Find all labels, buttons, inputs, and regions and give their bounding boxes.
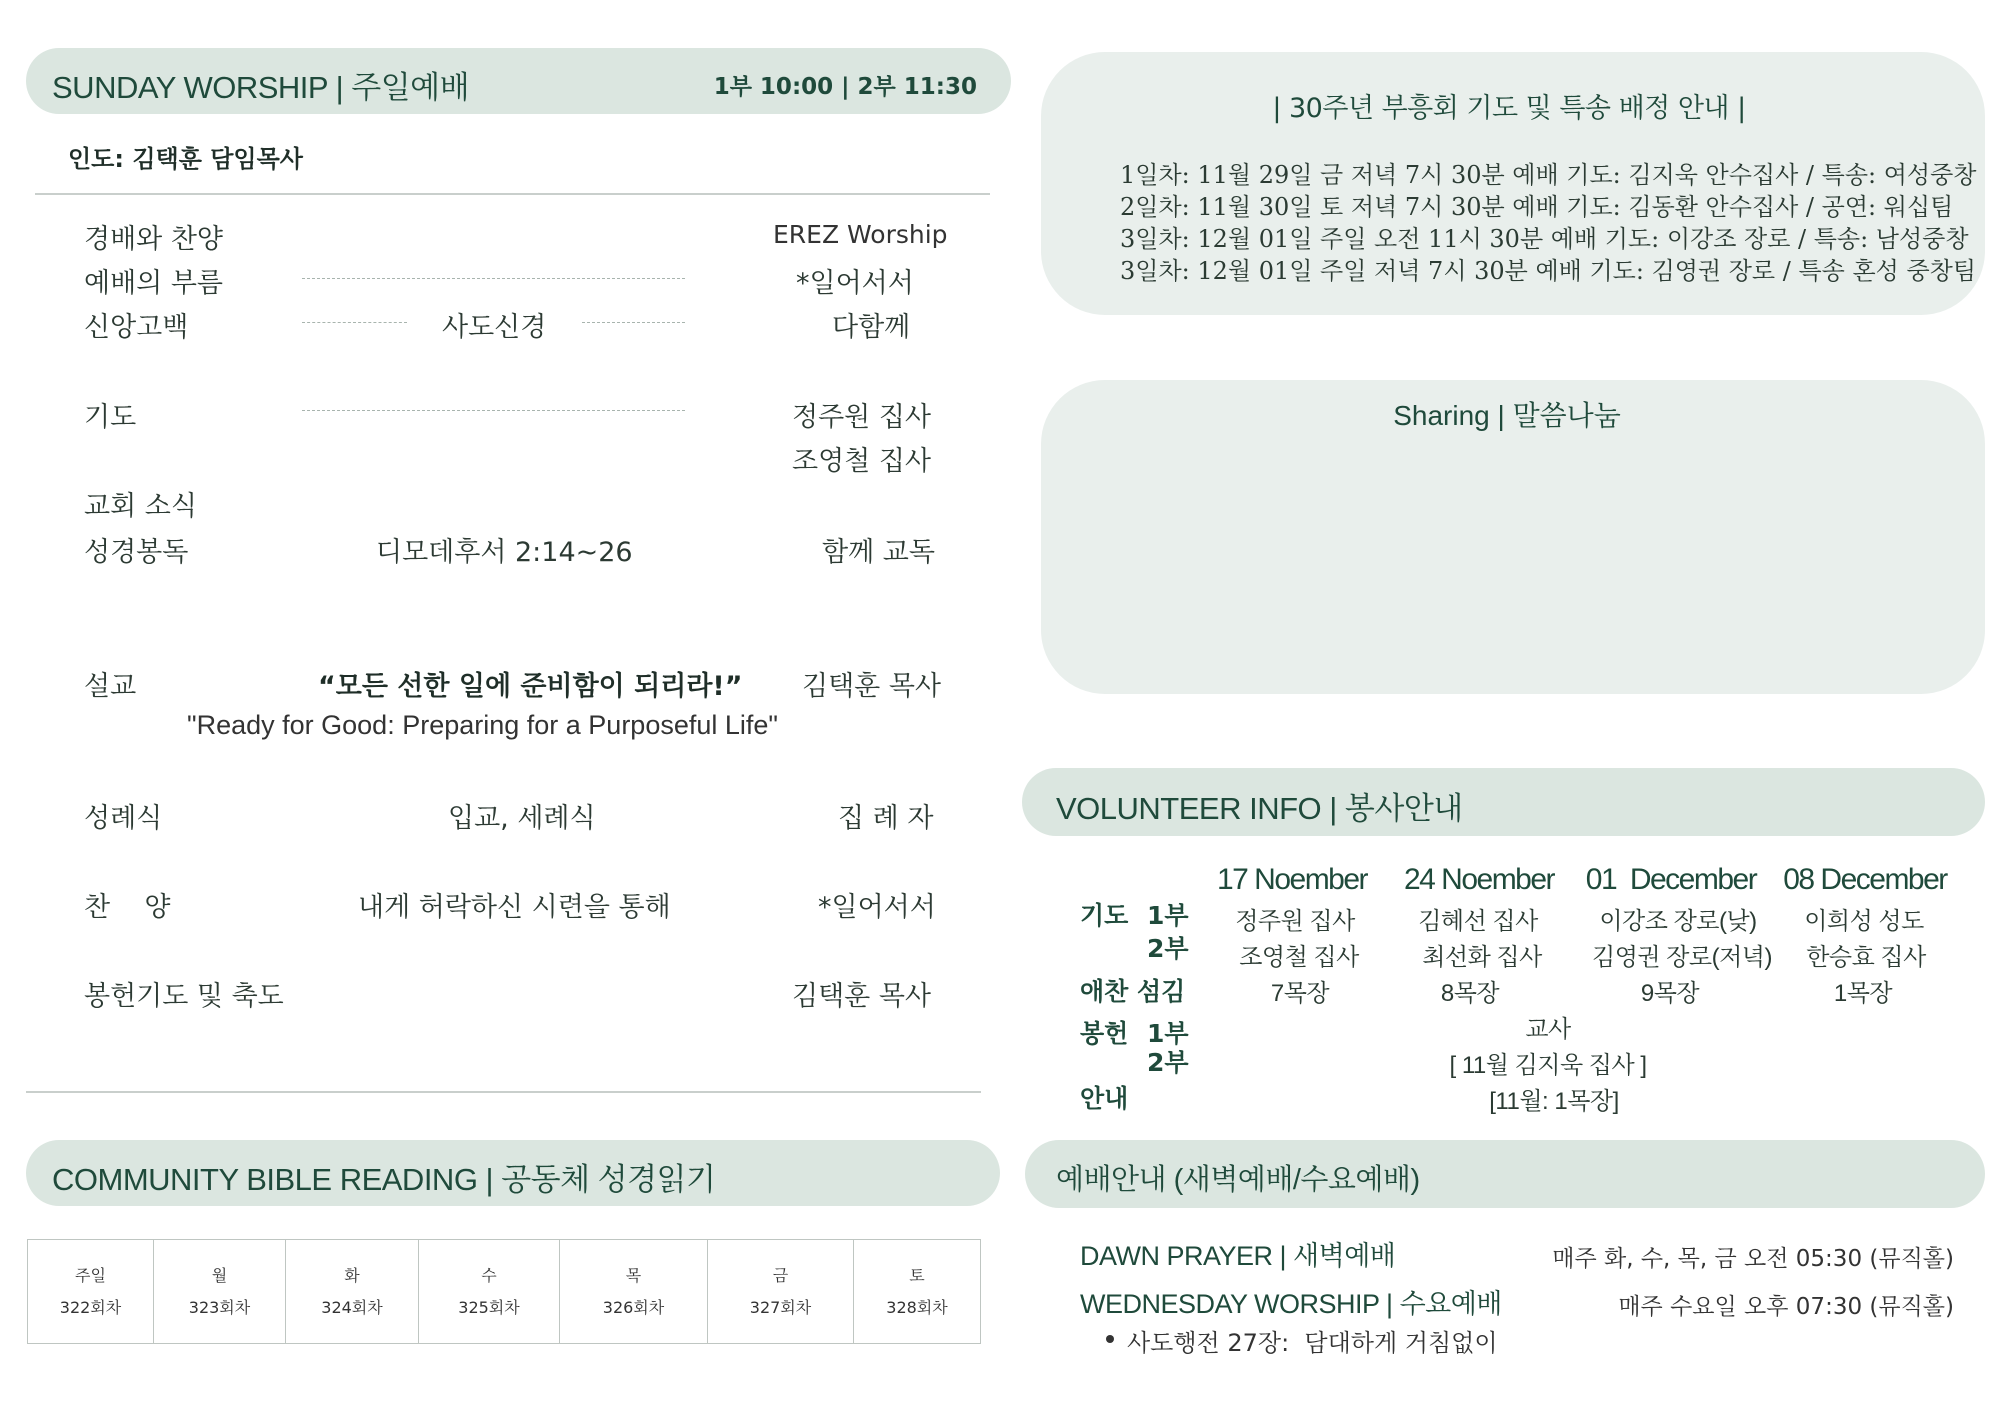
prayer-first-name: 정주원 집사 [1235, 908, 1355, 935]
reading-day-cell [708, 1240, 854, 1344]
dawn-prayer-time: 매주 화, 수, 목, 금 오전 05:30 (뮤직홀) [1552, 1246, 1954, 1272]
sunday-worship-title: SUNDAY WORSHIP | 주일예배 [52, 70, 470, 105]
bible-reading-header [26, 1140, 1000, 1206]
prayer-dashes [302, 410, 685, 411]
reading-count: 326회차 [602, 1297, 665, 1317]
choir-group: 1목장 [1833, 980, 1893, 1007]
reading-count: 322회차 [59, 1297, 122, 1317]
reading-center: 디모데후서 2:14~26 [376, 537, 633, 568]
offering-row-label: 봉헌 [1080, 1019, 1129, 1048]
offering-second-label: 2부 [1147, 1048, 1189, 1077]
reading-day-cell [560, 1240, 708, 1344]
reading-day: 수 [481, 1265, 497, 1285]
guide-row-label: 안내 [1080, 1084, 1129, 1113]
reading-label: 성경봉독 [84, 537, 189, 568]
sermon-english: "Ready for Good: Preparing for a Purposeful Life" [187, 710, 778, 740]
prayer-right-1: 정주원 집사 [792, 402, 931, 433]
guide-assignment: [11월: 1목장] [1489, 1088, 1619, 1115]
prayer-first-name: 김혜선 집사 [1418, 908, 1538, 935]
divider-top [35, 193, 990, 195]
announcement-line: 3일차: 12월 01일 주일 저녁 7시 30분 예배 기도: 김영권 장로 / 특송 혼성 중창팀 [1120, 257, 1977, 285]
reading-day-cell [286, 1240, 419, 1344]
announcement-line: 2일차: 11월 30일 토 저녁 7시 30분 예배 기도: 김동환 안수집사 / 공연: 워십팀 [1120, 193, 1954, 221]
prayer-first-name: 이강조 장로(낮) [1599, 908, 1757, 935]
revival-announcement-card [1041, 52, 1985, 315]
choir-group: 8목장 [1440, 980, 1500, 1007]
creed-dashes-right [582, 322, 685, 323]
offering-right: 김택훈 목사 [792, 981, 931, 1012]
hymn-label: 찬 양 [84, 892, 171, 923]
bible-reading-title: COMMUNITY BIBLE READING | 공동체 성경읽기 [52, 1162, 716, 1197]
prayer-second-name: 김영권 장로(저녁) [1592, 944, 1772, 971]
second-service-label: 2부 [1147, 934, 1189, 963]
sunday-worship-header [26, 48, 1011, 114]
reading-right: 함께 교독 [822, 537, 935, 568]
announcement-title: | 30주년 부흥회 기도 및 특송 배정 안내 | [1272, 93, 1746, 124]
call-dashes [302, 278, 685, 279]
reading-count: 327회차 [749, 1297, 812, 1317]
reading-day: 주일 [75, 1265, 106, 1285]
reading-day-cell [419, 1240, 560, 1344]
news-label: 교회 소식 [84, 491, 197, 522]
offering-assignment: 교사 [1525, 1016, 1571, 1043]
wednesday-worship-label: WEDNESDAY WORSHIP | 수요예배 [1080, 1289, 1502, 1319]
praise-right: EREZ Worship [773, 220, 948, 249]
bullet-dot [1106, 1335, 1114, 1343]
prayer-second-name: 조영철 집사 [1239, 944, 1359, 971]
creed-right: 다함께 [832, 312, 911, 343]
wednesday-worship-time: 매주 수요일 오후 07:30 (뮤직홀) [1618, 1294, 1954, 1320]
volunteer-title: VOLUNTEER INFO | 봉사안내 [1056, 791, 1463, 826]
dawn-prayer-label: DAWN PRAYER | 새벽예배 [1080, 1241, 1396, 1271]
volunteer-date: 01 December [1585, 863, 1757, 896]
reading-count: 324회차 [321, 1297, 383, 1317]
prayer-right-2: 조영철 집사 [792, 446, 931, 477]
service-times: 1부 10:00 | 2부 11:30 [713, 74, 977, 100]
first-service-label: 1부 [1147, 901, 1189, 930]
services-header [1025, 1140, 1985, 1208]
offering-assignment-2: [ 11월 김지욱 집사 ] [1449, 1052, 1647, 1079]
volunteer-date: 17 Noember [1216, 863, 1368, 896]
sharing-title: Sharing | 말씀나눔 [1393, 400, 1621, 431]
sacrament-center: 입교, 세례식 [448, 803, 596, 834]
bible-reading-table [27, 1239, 981, 1344]
announcement-line: 1일차: 11월 29일 금 저녁 7시 30분 예배 기도: 김지욱 안수집사 / 특송: 여성중창 [1120, 161, 1977, 189]
offering-first-label: 1부 [1147, 1019, 1189, 1048]
reading-count: 323회차 [188, 1297, 251, 1317]
sermon-title: “모든 선한 일에 준비함이 되리라!” [318, 671, 743, 702]
volunteer-date: 24 Noember [1403, 863, 1555, 896]
wednesday-sermon-text: 사도행전 27장: 담대하게 거침없이 [1127, 1329, 1498, 1357]
volunteer-header [1022, 768, 1985, 836]
choir-group: 9목장 [1640, 980, 1700, 1007]
services-title: 예배안내 (새벽예배/수요예배) [1056, 1164, 1420, 1196]
sacrament-label: 성례식 [84, 803, 163, 834]
praise-label: 경배와 찬양 [84, 224, 223, 255]
creed-dashes-left [302, 322, 407, 323]
creed-center: 사도신경 [442, 312, 547, 343]
reading-day: 월 [211, 1265, 228, 1285]
call-label: 예배의 부름 [84, 268, 223, 299]
sacrament-right: 집 례 자 [838, 803, 934, 834]
announcement-line: 3일차: 12월 01일 주일 오전 11시 30분 예배 기도: 이강조 장로 / 특송: 남성중창 [1120, 225, 1969, 253]
creed-label: 신앙고백 [84, 312, 189, 343]
hymn-center: 내게 허락하신 시련을 통해 [358, 892, 671, 923]
reading-day: 화 [344, 1265, 360, 1285]
divider-bottom [26, 1091, 981, 1093]
prayer-second-name: 한승효 집사 [1806, 944, 1926, 971]
worship-leader: 인도: 김택훈 담임목사 [68, 145, 303, 173]
sermon-right: 김택훈 목사 [802, 671, 941, 702]
sermon-label: 설교 [84, 671, 137, 702]
reading-day-cell [854, 1240, 981, 1344]
call-right: *일어서서 [796, 268, 914, 299]
choir-row-label: 애찬 섬김 [1080, 977, 1186, 1006]
reading-day-cell [28, 1240, 154, 1344]
volunteer-date: 08 December [1783, 863, 1947, 896]
reading-day-cell [154, 1240, 286, 1344]
reading-day: 목 [625, 1265, 642, 1285]
hymn-right: *일어서서 [818, 892, 936, 923]
prayer-row-label: 기도 [1080, 901, 1129, 930]
reading-day: 금 [772, 1265, 789, 1285]
reading-count: 325회차 [458, 1297, 520, 1317]
sharing-card [1041, 380, 1985, 694]
offering-label: 봉헌기도 및 축도 [84, 981, 284, 1012]
prayer-first-name: 이희성 성도 [1804, 908, 1924, 935]
reading-day: 토 [909, 1265, 925, 1285]
choir-group: 7목장 [1270, 980, 1330, 1007]
reading-count: 328회차 [886, 1297, 948, 1317]
prayer-second-name: 최선화 집사 [1422, 944, 1542, 971]
prayer-label: 기도 [84, 402, 137, 433]
